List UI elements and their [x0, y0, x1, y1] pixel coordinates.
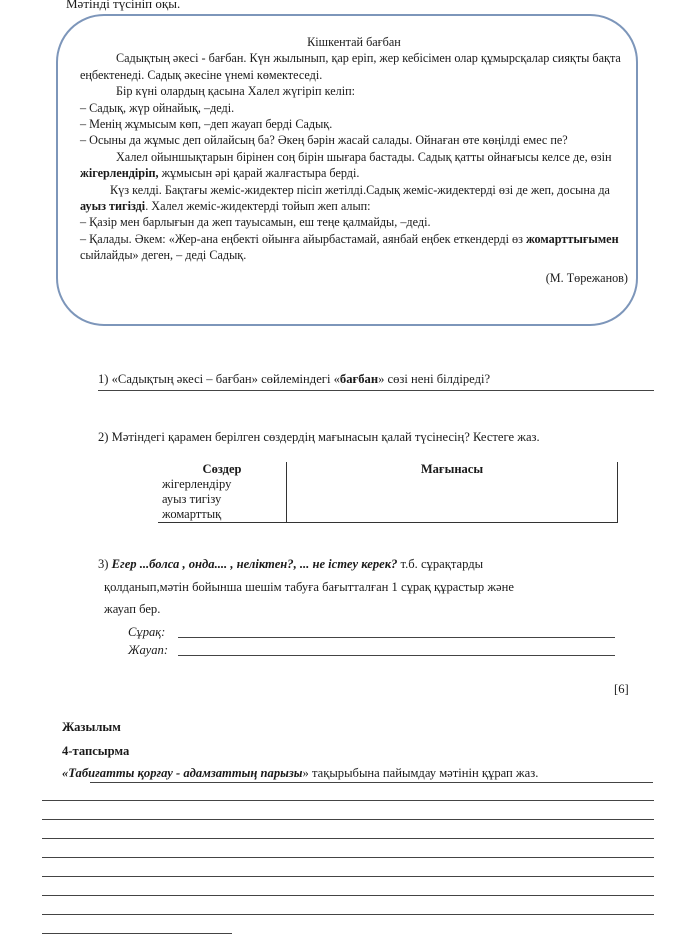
text-span: 3): [98, 557, 112, 571]
question-3-line2: қолданып,мәтін бойынша шешім табуға бағытталған 1 сұрақ құрастыр және: [104, 580, 514, 594]
table-row: [158, 507, 618, 523]
text-span: – Қалады. Әкем: «Жер-ана еңбекті ойынға айырбастамай, аянбай еңбек еткендерді өз: [80, 231, 527, 246]
story-paragraph: Садықтың әкесі - бағбан. Күн жылынып, қар еріп, жер кебісімен олар құмырсқалар сияқты бақта еңбектенеді. Садық әкесіне үнемі көмектеседі.: [80, 51, 621, 82]
text-span: 1) «Садықтың әкесі – бағбан» сөйлеміндегі «: [98, 372, 340, 386]
column-header-words: Сөздер: [158, 462, 287, 477]
score-label: [6]: [614, 682, 629, 696]
text-span: » сөзі нені білдіреді?: [378, 372, 491, 386]
story-title: Кішкентай бағбан: [307, 35, 401, 49]
table-cell-meaning[interactable]: [287, 492, 618, 507]
text-span: жұмысын әрі қарай жалғастыра берді.: [158, 166, 360, 181]
story-paragraph: – Қазір мен барлығын да жеп тауысамын, еш теңе қалмайды, –деді.: [80, 215, 431, 230]
writing-line[interactable]: [42, 933, 232, 934]
text-span: Күз келді. Бақтағы жеміс-жидектер пісіп жетілді.Садық жеміс-жидектерді өзі де жеп, досына да: [110, 182, 610, 197]
column-header-meaning: Мағынасы: [287, 462, 618, 477]
task-title: 4-тапсырма: [62, 744, 130, 758]
writing-line[interactable]: [42, 914, 654, 915]
text-span: сыйлайды» деген, – деді Садық.: [80, 248, 247, 263]
task-prompt: [62, 766, 538, 781]
bold-word: ауыз тигізді: [80, 199, 146, 214]
bold-word: жомарттығымен: [526, 231, 619, 246]
story-paragraph: – Осыны да жұмыс деп ойлайсың ба? Әкең бәрін жасай салады. Ойнаған өте көңілді емес пе?: [80, 133, 568, 148]
bold-word: жігерлендіріп,: [80, 166, 159, 181]
section-title: Жазылым: [62, 720, 121, 734]
table-cell-word: жомарттық: [158, 507, 287, 523]
text-span: » тақырыбына пайымдау мәтінін құрап жаз.: [302, 766, 539, 780]
writing-line[interactable]: [42, 800, 654, 801]
writing-line[interactable]: [42, 895, 654, 896]
bold-italic-text: «Табиғатты қорғау - адамзаттың парызы: [62, 766, 303, 780]
table-header-row: [158, 462, 618, 477]
bold-word: бағбан: [339, 372, 379, 386]
question-2: 2) Мәтіндегі қарамен берілген сөздердің мағынасын қалай түсінесің? Кестеге жаз.: [98, 430, 540, 444]
writing-line[interactable]: [42, 838, 654, 839]
answer-line[interactable]: [98, 390, 654, 391]
text-span: Халел ойыншықтарын бірінен соң бірін шығара бастады. Садық қатты ойнағысы келсе де, өзін: [116, 149, 612, 164]
question-3: [98, 557, 483, 572]
story-paragraph: Бір күні олардың қасына Халел жүгіріп келіп:: [116, 84, 356, 99]
writing-line[interactable]: [90, 782, 653, 783]
table-cell-word: жігерлендіру: [158, 477, 287, 492]
answer-label: Жауап:: [128, 643, 169, 657]
story-paragraph: – Менің жұмысым көп, –деп жауап берді Садық.: [80, 117, 333, 132]
instruction: Мәтінді түсініп оқы.: [66, 0, 181, 11]
bold-italic-text: Егер ...болса , онда.... , неліктен?, ... не істеу керек?: [111, 557, 398, 571]
writing-line[interactable]: [42, 819, 654, 820]
story-text: [80, 34, 628, 286]
table-row: [158, 492, 618, 507]
table-cell-word: ауыз тигізу: [158, 492, 287, 507]
story-paragraph: [80, 231, 628, 264]
story-paragraph: – Садық, жүр ойнайық, –деді.: [80, 100, 235, 115]
story-paragraph: [80, 149, 628, 182]
question-answer-line[interactable]: [178, 637, 615, 638]
story-paragraph: [80, 182, 628, 215]
question-3-line3: жауап бер.: [104, 602, 161, 616]
text-span: . Халел жеміс-жидектерді тойып жеп алып:: [145, 199, 371, 214]
text-span: т.б. сұрақтарды: [397, 557, 484, 571]
table-row: [158, 477, 618, 492]
story-author: (М. Төрежанов): [545, 270, 628, 285]
writing-line[interactable]: [42, 857, 654, 858]
table-cell-meaning[interactable]: [287, 477, 618, 492]
writing-line[interactable]: [42, 876, 654, 877]
vocabulary-table: [158, 462, 618, 523]
answer-answer-line[interactable]: [178, 655, 615, 656]
question-1: [98, 372, 490, 387]
table-cell-meaning[interactable]: [287, 507, 618, 523]
question-label: Сұрақ:: [128, 625, 166, 639]
